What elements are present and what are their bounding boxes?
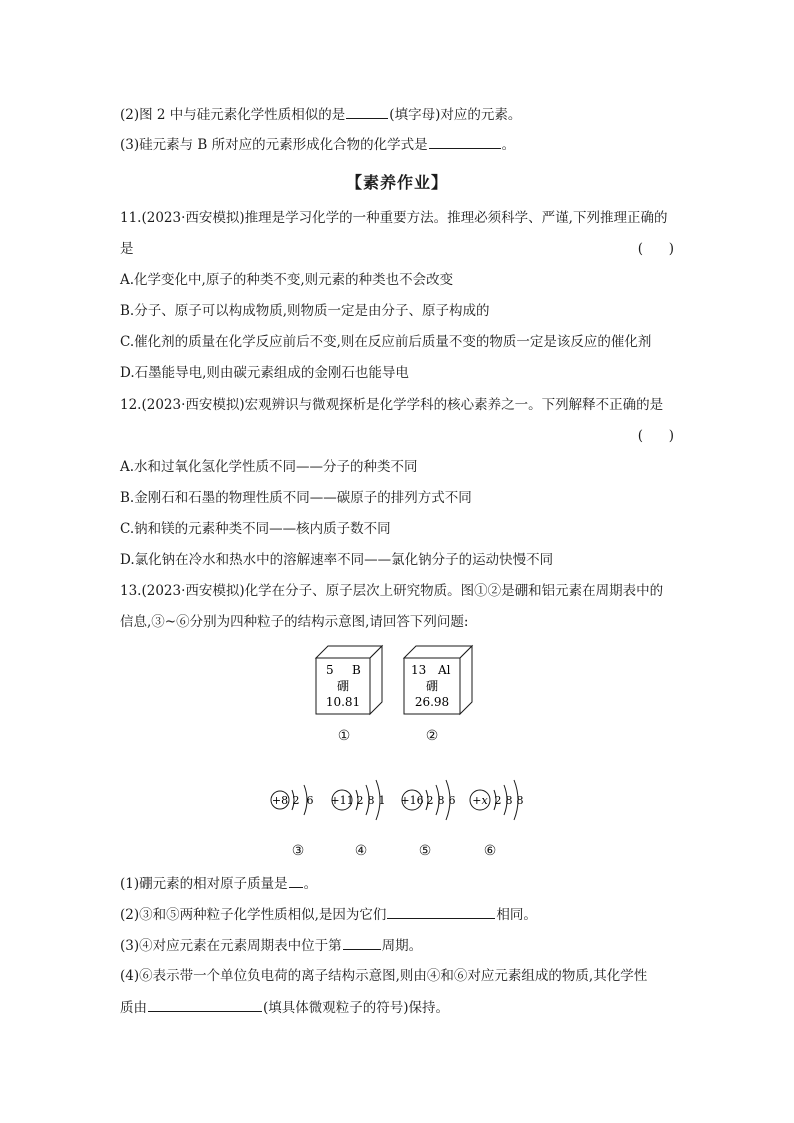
question-2-line: [120, 104, 521, 125]
electron-shell: 2: [426, 794, 434, 807]
element-cell-boron: [316, 646, 382, 714]
electron-shell: 6: [306, 794, 314, 807]
atom-structures-figure: [260, 775, 540, 825]
figure-label-5: ⑤: [418, 843, 432, 859]
atom-structure-4: [330, 780, 385, 820]
answer-blank[interactable]: [289, 873, 303, 888]
q12-option-b: B.金刚石和石墨的物理性质不同——碳原子的排列方式不同: [120, 490, 472, 506]
answer-blank[interactable]: [148, 997, 262, 1012]
answer-blank[interactable]: [429, 134, 501, 149]
nucleus-charge: +16: [400, 794, 424, 807]
nucleus-charge: +x: [472, 794, 488, 807]
q13-sub1-tail: 。: [303, 876, 318, 892]
q13-sub3-tail: 周期。: [381, 938, 423, 954]
q13-stem-line1: 13.(2023·西安模拟)化学在分子、原子层次上研究物质。图①②是硼和铝元素在周期表中的: [120, 583, 664, 599]
q11-stem-line2: 是: [120, 241, 134, 257]
figure-label-4: ④: [354, 843, 368, 859]
q11-option-b: B.分子、原子可以构成物质,则物质一定是由分子、原子构成的: [120, 303, 490, 319]
answer-blank[interactable]: [343, 935, 381, 950]
atom-structure-5: [400, 780, 455, 820]
question-3-line: [120, 134, 515, 155]
electron-shell: 2: [494, 794, 502, 807]
answer-blank[interactable]: [387, 904, 495, 919]
q11-option-a: A.化学变化中,原子的种类不变,则元素的种类也不会改变: [120, 272, 454, 288]
electron-shell: 2: [292, 794, 300, 807]
q12-option-a: A.水和过氧化氢化学性质不同——分子的种类不同: [120, 459, 418, 475]
q13-sub1-text: (1)硼元素的相对原子质量是: [120, 876, 288, 892]
electron-shell: 1: [378, 794, 386, 807]
atomic-mass: 26.98: [414, 695, 450, 709]
q13-stem-line2: 信息,③~⑥分别为四种粒子的结构示意图,请回答下列问题:: [120, 614, 469, 630]
electron-shell: 8: [516, 794, 524, 807]
question-3-tail: 。: [501, 137, 516, 153]
nucleus-charge: +11: [330, 794, 354, 807]
atomic-number: 5: [326, 663, 334, 677]
q12-answer-paren[interactable]: ( ): [637, 428, 674, 444]
answer-blank[interactable]: [346, 104, 388, 119]
element-name: 硼: [336, 679, 350, 693]
electron-shell: 8: [437, 794, 445, 807]
q13-sub1: [120, 873, 317, 894]
figure-label-3: ③: [291, 843, 305, 859]
element-cell-aluminum: [404, 646, 472, 714]
q13-sub4-line2: [120, 997, 449, 1018]
q13-sub4-line1: (4)⑥表示带一个单位负电荷的离子结构示意图,则由④和⑥对应元素组成的物质,其化学性: [120, 968, 648, 984]
element-symbol: Al: [438, 663, 451, 677]
element-cells-figure: [310, 640, 490, 720]
nucleus-charge: +8: [271, 794, 289, 807]
element-name: 硼: [425, 679, 439, 693]
q11-option-c: C.催化剂的质量在化学反应前后不变,则在反应前后质量不变的物质一定是该反应的催化剂: [120, 334, 652, 350]
section-title: 【素养作业】: [345, 173, 448, 192]
atom-structure-6: [470, 780, 524, 820]
q11-option-d: D.石墨能导电,则由碳元素组成的金刚石也能导电: [120, 365, 409, 381]
figure-label-6: ⑥: [483, 843, 497, 859]
atomic-number: 13: [411, 663, 427, 677]
atomic-mass: 10.81: [325, 695, 361, 709]
q13-sub2: [120, 904, 537, 925]
electron-shell: 8: [367, 794, 375, 807]
q12-option-c: C.钠和镁的元素种类不同——核内质子数不同: [120, 521, 391, 537]
q13-sub3-text: (3)④对应元素在元素周期表中位于第: [120, 938, 342, 954]
q13-sub2-text: (2)③和⑤两种粒子化学性质相似,是因为它们: [120, 907, 387, 923]
q12-option-d: D.氯化钠在冷水和热水中的溶解速率不同——氯化钠分子的运动快慢不同: [120, 552, 554, 568]
electron-shell: 6: [448, 794, 456, 807]
question-2-tail: (填字母)对应的元素。: [389, 107, 522, 123]
element-symbol: B: [352, 663, 361, 677]
electron-shell: 8: [505, 794, 513, 807]
question-2-text: (2)图 2 中与硅元素化学性质相似的是: [120, 107, 346, 123]
q11-stem-line1: 11.(2023·西安模拟)推理是学习化学的一种重要方法。推理必须科学、严谨,下列推理正确的: [120, 210, 668, 226]
q13-sub2-tail: 相同。: [496, 907, 537, 923]
figure-label-2: ②: [425, 728, 439, 744]
figure-label-1: ①: [337, 728, 351, 744]
atom-structure-3: [271, 785, 314, 815]
q13-sub4-tail: (填具体微观粒子的符号)保持。: [263, 1000, 450, 1016]
q11-answer-paren[interactable]: ( ): [637, 241, 674, 257]
question-3-text: (3)硅元素与 B 所对应的元素形成化合物的化学式是: [120, 137, 428, 153]
q12-stem-line1: 12.(2023·西安模拟)宏观辨识与微观探析是化学学科的核心素养之一。下列解释不正确的是: [120, 397, 664, 413]
q13-sub3: [120, 935, 422, 956]
q13-sub4-text: 质由: [120, 1000, 147, 1016]
electron-shell: 2: [356, 794, 364, 807]
